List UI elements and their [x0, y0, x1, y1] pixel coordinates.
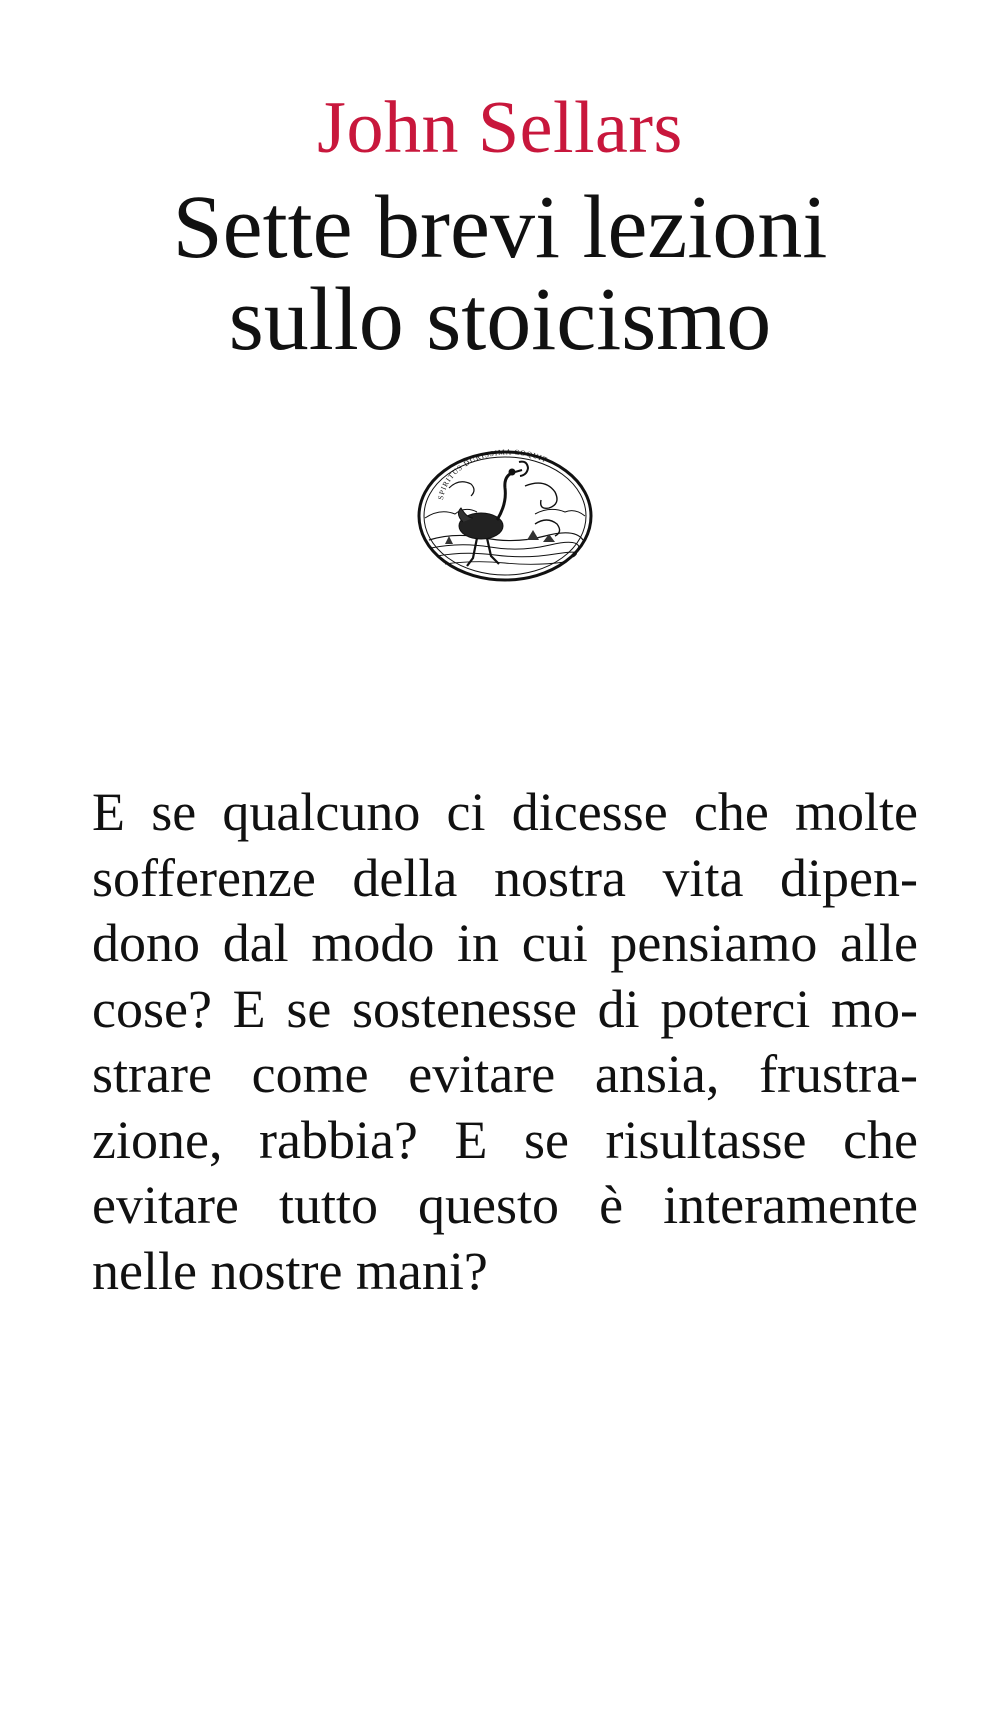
- title-line-2: sullo stoicismo: [228, 270, 772, 369]
- ostrich-emblem-icon: [415, 448, 595, 584]
- blurb-line: evitare tutto questo è interamente: [92, 1175, 918, 1235]
- blurb-text: [92, 780, 918, 1304]
- blurb-line: E se qualcuno ci dicesse che molte: [92, 782, 918, 842]
- emblem-motto: SPIRITUS DURISSIMA COQUIT: [436, 448, 550, 501]
- author-name: John Sellars: [317, 87, 683, 169]
- blurb-line: dono dal modo in cui pensiamo alle: [92, 913, 918, 973]
- book-title: [0, 178, 1000, 369]
- blurb-line: sofferenze della nostra vita dipen-: [92, 847, 918, 908]
- blurb-line: nelle nostre mani?: [92, 1240, 488, 1301]
- blurb-line: strare come evitare ansia, frustra-: [92, 1044, 918, 1104]
- blurb-line: cose? E se sostenesse di poterci mo-: [92, 978, 918, 1039]
- title-line-1: Sette brevi lezioni: [172, 178, 828, 277]
- blurb-line: zione, rabbia? E se risultasse che: [92, 1109, 918, 1170]
